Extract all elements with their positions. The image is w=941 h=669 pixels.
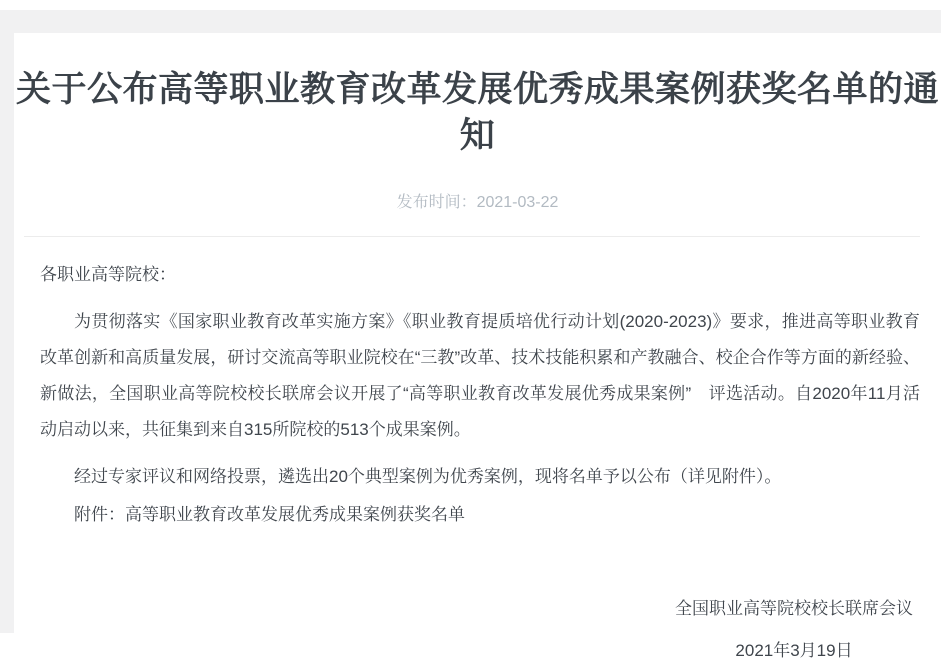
paragraph-result: 经过专家评议和网络投票，遴选出20个典型案例为优秀案例，现将名单予以公布（详见附件）。: [74, 467, 782, 486]
notice-card: [14, 33, 941, 660]
notice-date: 2021年3月19日: [735, 641, 853, 660]
attachment-line: 附件：高等职业教育改革发展优秀成果案例获奖名单: [74, 505, 465, 524]
publish-time-label: 发布时间：: [396, 194, 477, 211]
top-background-band: [0, 10, 941, 33]
left-background-rail: [0, 33, 14, 633]
publish-time: [14, 191, 941, 215]
paragraph-main: 为贯彻落实《国家职业教育改革实施方案》《职业教育提质培优行动计划(2020-2023)》要求，推进高等职业教育改革创新和高质量发展，研讨交流高等职业院校在“三教”改革、技术技能积累和产教融合、校企合作等方面的新经验、新做法，全国职业高等院校校长联席会议开展了“高等职业教育改革发展优秀成果案例” 评选活动。自2020年11月活动启动以来，共征集到来自315所院校的513个成果案例。: [40, 312, 920, 439]
page-title: 关于公布高等职业教育改革发展优秀成果案例获奖名单的通知: [15, 70, 939, 155]
signature: 全国职业高等院校校长联席会议: [675, 599, 913, 618]
divider: [24, 236, 920, 237]
publish-time-value: 2021-03-22: [476, 194, 559, 211]
signature-block: [675, 591, 913, 669]
salutation: 各职业高等院校：: [40, 265, 176, 284]
notice-body: [14, 257, 941, 533]
